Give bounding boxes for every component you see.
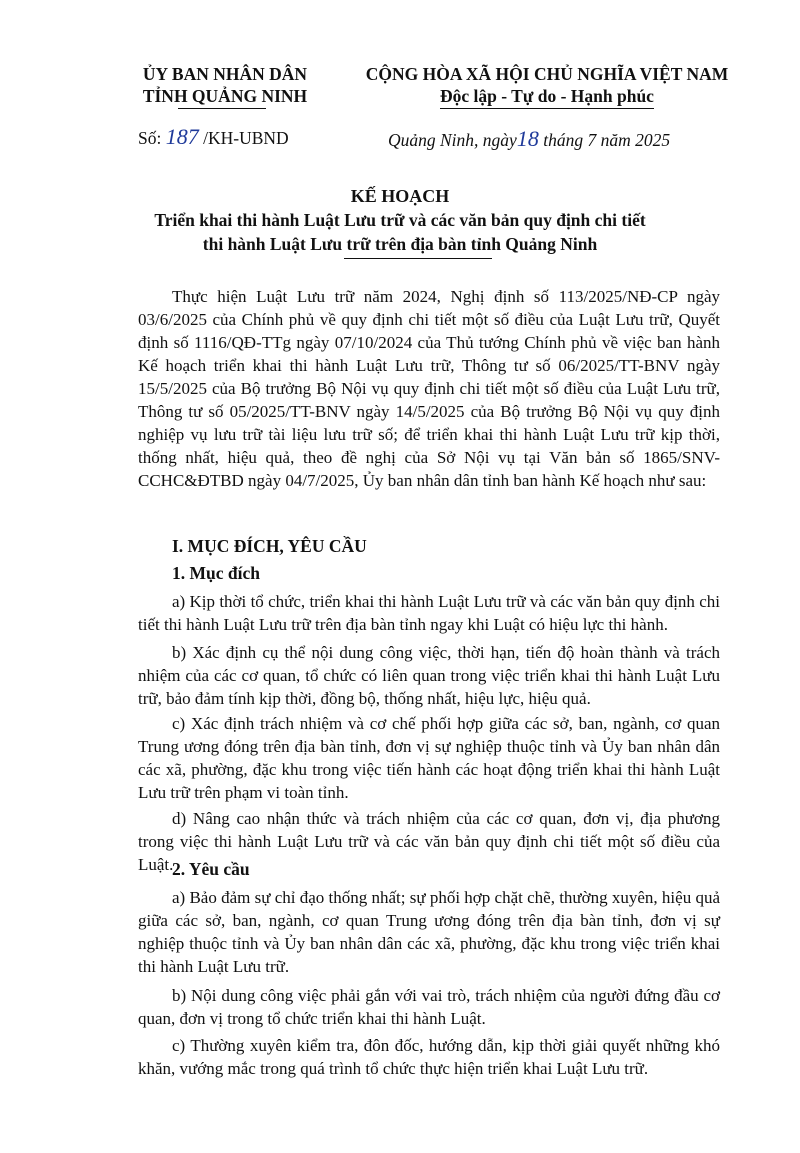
document-subject-line2: thi hành Luật Lưu trữ trên địa bàn tỉnh Quảng Ninh (202, 234, 598, 254)
nation-motto: Độc lập - Tự do - Hạnh phúc (440, 86, 654, 106)
intro-paragraph: Thực hiện Luật Lưu trữ năm 2024, Nghị định số 113/2025/NĐ-CP ngày 03/6/2025 của Chính phủ về quy định chi tiết một số điều của Luật Lưu trữ, Quyết định số 1116/QĐ-TTg ngày 07/10/2024 của Thủ tướng Chính phủ về việc ban hành Kế hoạch triển khai thi hành Luật Lưu trữ, Thông tư số 06/2025/TT-BNV ngày 15/5/2025 của Bộ trưởng Bộ Nội vụ quy định chi tiết một số điều của Luật Lưu trữ, Thông tư số 05/2025/TT-BNV ngày 14/5/2025 của Bộ trưởng Bộ Nội vụ quy định nghiệp vụ lưu trữ tài liệu lưu trữ số; để triển khai thi hành Luật Lưu trữ kịp thời, thống nhất, hiệu quả, theo đề nghị của Sở Nội vụ tại Văn bản số 1865/SNV-CCHC&ĐTBD ngày 04/7/2025, Ủy ban nhân dân tỉnh ban hành Kế hoạch như sau: (138, 287, 720, 490)
document-date (388, 126, 670, 152)
requirement-item-c: c) Thường xuyên kiểm tra, đôn đốc, hướng dẫn, kịp thời giải quyết những khó khăn, vướng mắc trong quá trình tổ chức thực hiện triển khai Luật Lưu trữ. (138, 1036, 720, 1078)
number-suffix: /KH-UBND (203, 128, 289, 148)
purpose-item-a: a) Kịp thời tổ chức, triển khai thi hành Luật Lưu trữ và các văn bản quy định chi tiết thi hành Luật Lưu trữ trên địa bàn tỉnh ngay khi Luật có hiệu lực thi hành. (138, 592, 720, 634)
purpose-item-b: b) Xác định cụ thể nội dung công việc, thời hạn, tiến độ hoàn thành và trách nhiệm của các cơ quan, tổ chức có liên quan trong việc triển khai thi hành Luật Lưu trữ, bảo đảm tính kịp thời, đồng bộ, thống nhất, hiệu lực, hiệu quả. (138, 643, 720, 708)
purpose-item-c: c) Xác định trách nhiệm và cơ chế phối hợp giữa các sở, ban, ngành, cơ quan Trung ương đóng trên địa bàn tỉnh, đơn vị sự nghiệp thuộc tỉnh và Ủy ban nhân dân các xã, phường, đặc khu trong việc tiến hành các hoạt động triển khai thi hành Luật Lưu trữ trên phạm vi toàn tỉnh. (138, 714, 720, 802)
title-underline (344, 258, 492, 259)
subsection-heading-purpose: 1. Mục đích (172, 563, 260, 583)
date-prefix: Quảng Ninh, ngày (388, 130, 517, 150)
number-prefix: Số: (138, 128, 162, 148)
document-type-title: KẾ HOẠCH (350, 186, 450, 206)
document-subject-line1: Triển khai thi hành Luật Lưu trữ và các văn bản quy định chi tiết (154, 210, 646, 230)
subsection-heading-requirements: 2. Yêu cầu (172, 859, 250, 879)
motto-underline (440, 108, 654, 109)
agency-name-line1: ỦY BAN NHÂN DÂN (142, 64, 308, 84)
section-heading: I. MỤC ĐÍCH, YÊU CẦU (172, 536, 367, 556)
agency-underline (178, 108, 266, 109)
purpose-item-d: d) Nâng cao nhận thức và trách nhiệm của các cơ quan, đơn vị, địa phương trong việc thi hành Luật Lưu trữ và các văn bản quy định chi tiết một số điều của Luật. (138, 809, 720, 874)
document-number (138, 124, 289, 150)
handwritten-number: 187 (165, 124, 199, 149)
nation-name: CỘNG HÒA XÃ HỘI CHỦ NGHĨA VIỆT NAM (365, 64, 729, 84)
handwritten-day: 18 (516, 126, 539, 151)
requirement-item-b: b) Nội dung công việc phải gắn với vai trò, trách nhiệm của người đứng đầu cơ quan, đơn vị trong tổ chức triển khai thi hành Luật. (138, 986, 720, 1028)
date-suffix: tháng 7 năm 2025 (543, 130, 671, 150)
agency-name-line2: TỈNH QUẢNG NINH (142, 86, 308, 106)
requirement-item-a: a) Bảo đảm sự chỉ đạo thống nhất; sự phối hợp chặt chẽ, thường xuyên, hiệu quả giữa các sở, ban, ngành, cơ quan Trung ương đóng trên địa bàn tỉnh, đơn vị sự nghiệp thuộc tỉnh và Ủy ban nhân dân các xã, phường, đặc khu trong việc triển khai thi hành Luật Lưu trữ. (138, 888, 720, 976)
